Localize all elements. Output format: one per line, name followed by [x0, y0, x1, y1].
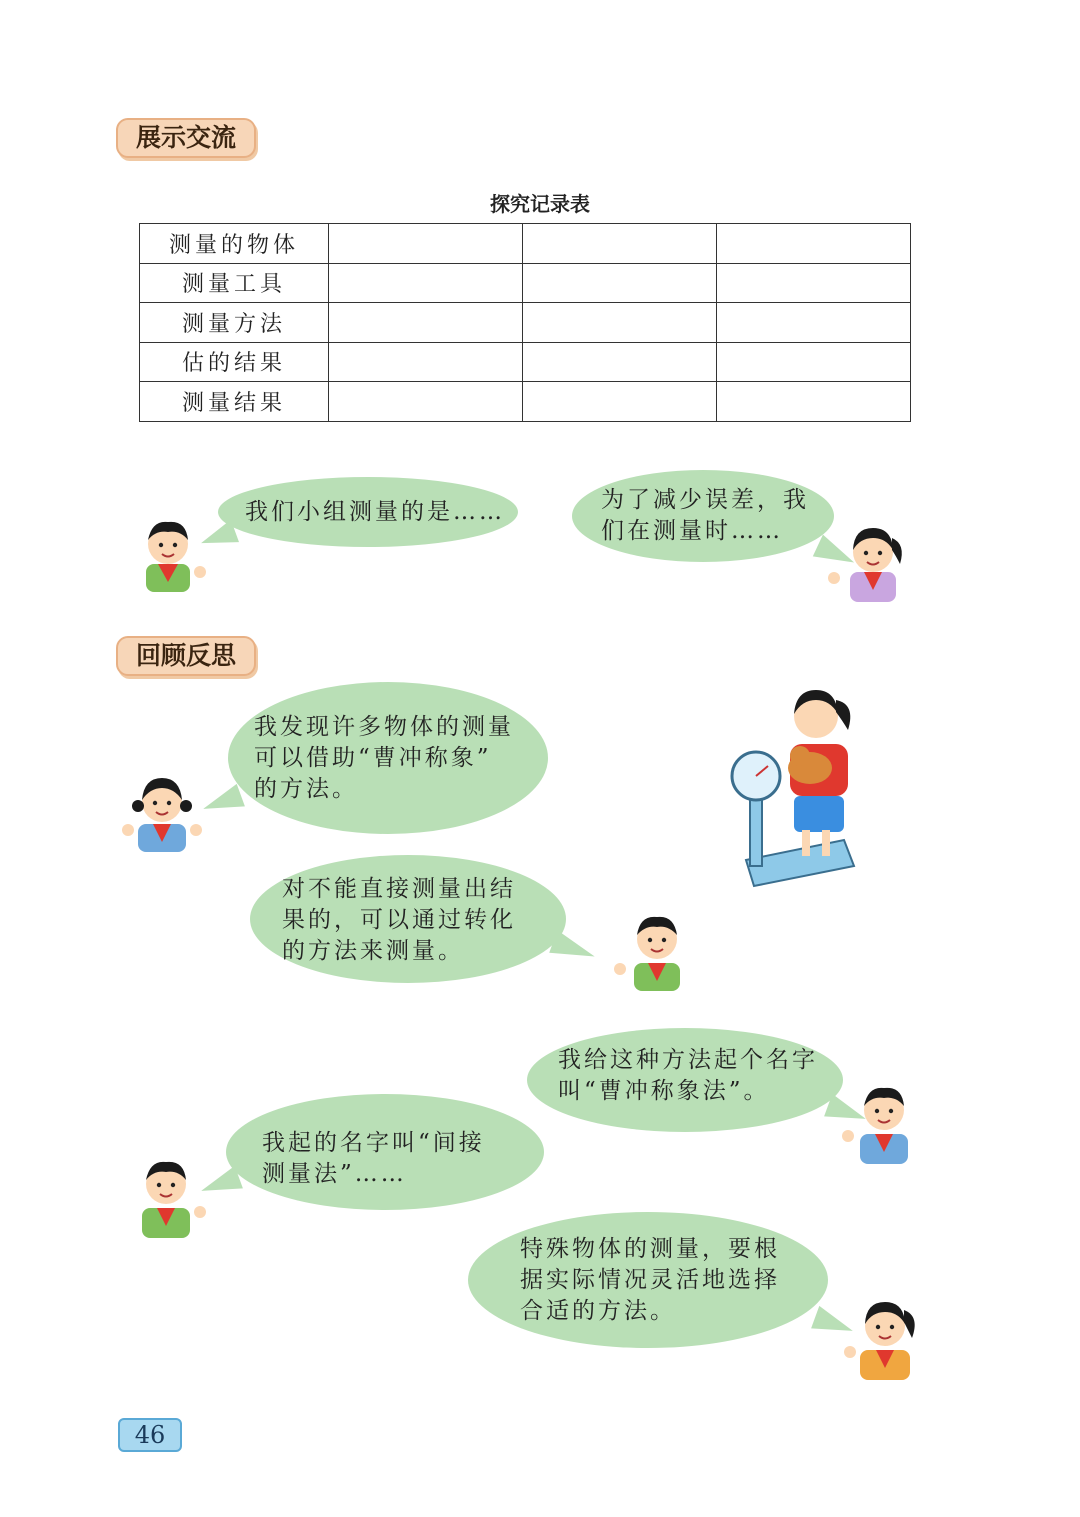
table-cell — [523, 263, 717, 303]
bubble-text: 测量法”…… — [262, 1161, 407, 1187]
table-cell — [523, 382, 717, 422]
bubble-text: 我起的名字叫“间接 — [262, 1130, 485, 1156]
page-number: 46 — [118, 1418, 182, 1452]
bubble-text: 我们小组测量的是…… — [245, 499, 505, 525]
row-label: 测量结果 — [140, 382, 329, 422]
bubble-text: 的方法。 — [254, 776, 358, 802]
girl-illustration — [120, 766, 204, 852]
table-cell — [523, 224, 717, 264]
bubble-text: 合适的方法。 — [520, 1298, 676, 1324]
bubble-text: 为了减少误差，我 — [601, 487, 809, 513]
table-row — [140, 303, 911, 343]
record-table — [139, 223, 911, 422]
table-row — [140, 224, 911, 264]
bubble-text: 我给这种方法起个名字 — [558, 1047, 818, 1073]
bubble-text: 的方法来测量。 — [282, 938, 464, 964]
girl-illustration — [842, 1290, 922, 1380]
table-cell — [329, 342, 523, 382]
section-tag-review-reflect: 回顾反思 — [116, 636, 256, 676]
table-cell — [523, 303, 717, 343]
girl-on-scale-with-dog-illustration — [724, 680, 864, 890]
table-cell — [523, 342, 717, 382]
row-label: 测量工具 — [140, 263, 329, 303]
row-label: 估的结果 — [140, 342, 329, 382]
table-cell — [329, 263, 523, 303]
bubble-text: 据实际情况灵活地选择 — [520, 1267, 780, 1293]
boy-illustration — [130, 1150, 210, 1238]
row-label: 测量方法 — [140, 303, 329, 343]
bubble-text: 们在测量时…… — [601, 518, 783, 544]
table-cell — [717, 342, 911, 382]
table-row — [140, 342, 911, 382]
table-cell — [717, 224, 911, 264]
row-label: 测量的物体 — [140, 224, 329, 264]
bubble-text: 果的，可以通过转化 — [282, 907, 516, 933]
bubble-text: 可以借助“曹冲称象” — [254, 745, 492, 771]
bubble-text: 叫“曹冲称象法”。 — [558, 1078, 770, 1104]
table-title: 探究记录表 — [490, 192, 590, 216]
bubble-text: 特殊物体的测量，要根 — [520, 1236, 780, 1262]
table-cell — [717, 263, 911, 303]
table-row — [140, 382, 911, 422]
boy-illustration — [612, 905, 692, 991]
bubble-text: 我发现许多物体的测量 — [254, 714, 514, 740]
table-cell — [329, 382, 523, 422]
boy-illustration — [132, 512, 212, 592]
table-cell — [329, 303, 523, 343]
section-tag-show-exchange: 展示交流 — [116, 118, 256, 158]
table-cell — [717, 303, 911, 343]
bubble-text: 对不能直接测量出结 — [282, 876, 516, 902]
table-row — [140, 263, 911, 303]
girl-illustration — [826, 516, 910, 602]
boy-illustration — [840, 1076, 916, 1164]
table-cell — [329, 224, 523, 264]
table-cell — [717, 382, 911, 422]
